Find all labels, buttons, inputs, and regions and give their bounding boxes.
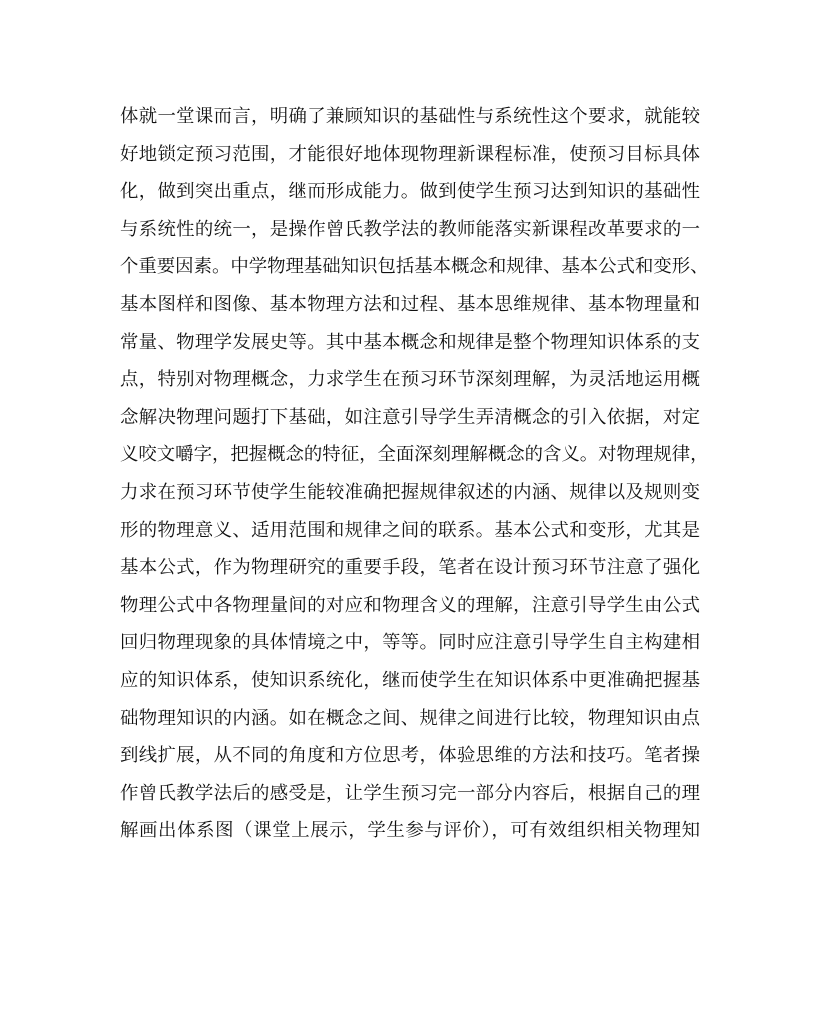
- text-line: 应的知识体系，使知识系统化，继而使学生在知识体系中更准确把握基: [120, 669, 700, 691]
- text-line: 物理公式中各物理量间的对应和物理含义的理解，注意引导学生由公式: [120, 594, 700, 616]
- text-line: 基本图样和图像、基本物理方法和过程、基本思维规律、基本物理量和: [120, 293, 700, 315]
- text-line: 与系统性的统一，是操作曾氏教学法的教师能落实新课程改革要求的一: [120, 218, 700, 240]
- text-line: 作曾氏教学法后的感受是，让学生预习完一部分内容后，根据自己的理: [120, 782, 700, 804]
- text-line: 好地锁定预习范围，才能很好地体现物理新课程标准，使预习目标具体: [120, 143, 700, 165]
- text-line: 回归物理现象的具体情境之中，等等。同时应注意引导学生自主构建相: [120, 632, 700, 654]
- text-line: 解画出体系图（课堂上展示，学生参与评价），可有效组织相关物理知: [120, 820, 700, 842]
- text-line: 念解决物理问题打下基础，如注意引导学生弄清概念的引入依据，对定: [120, 406, 700, 428]
- text-line: 形的物理意义、适用范围和规律之间的联系。基本公式和变形，尤其是: [120, 519, 700, 541]
- text-line: 个重要因素。中学物理基础知识包括基本概念和规律、基本公式和变形、: [120, 256, 709, 278]
- text-line: 点，特别对物理概念，力求学生在预习环节深刻理解，为灵活地运用概: [120, 369, 700, 391]
- text-line: 力求在预习环节使学生能较准确把握规律叙述的内涵、规律以及规则变: [120, 481, 700, 503]
- text-line: 础物理知识的内涵。如在概念之间、规律之间进行比较，物理知识由点: [120, 707, 700, 729]
- text-line: 基本公式，作为物理研究的重要手段，笔者在设计预习环节注意了强化: [120, 557, 700, 579]
- text-line: 常量、物理学发展史等。其中基本概念和规律是整个物理知识体系的支: [120, 331, 700, 353]
- body-paragraph: [120, 98, 709, 850]
- text-line: 体就一堂课而言，明确了兼顾知识的基础性与系统性这个要求，就能较: [120, 106, 700, 127]
- text-line: 到线扩展，从不同的角度和方位思考，体验思维的方法和技巧。笔者操: [120, 745, 700, 767]
- text-line: 化，做到突出重点，继而形成能力。做到使学生预习达到知识的基础性: [120, 181, 700, 203]
- text-line: 义咬文嚼字，把握概念的特征，全面深刻理解概念的含义。对物理规律，: [120, 444, 709, 466]
